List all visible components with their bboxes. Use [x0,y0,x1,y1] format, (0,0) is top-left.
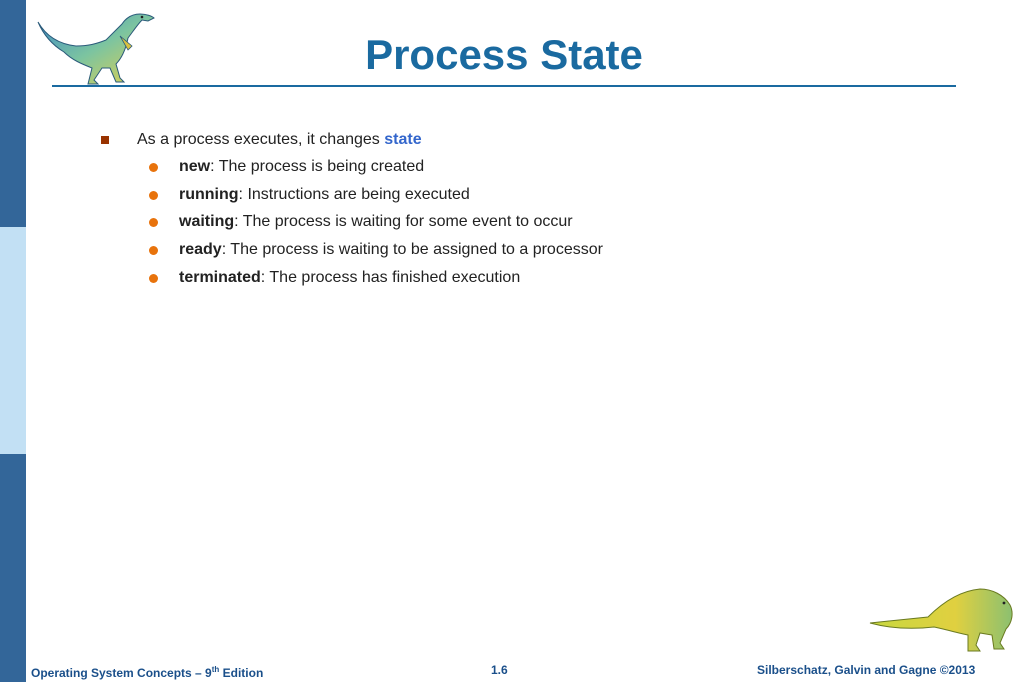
square-bullet-icon [101,136,109,144]
slide-title: Process State [365,31,643,78]
footer-edition-suffix: Edition [219,666,264,680]
state-item-ready [179,240,603,260]
state-item-new [179,157,424,177]
state-term: running [179,186,239,203]
state-term: new [179,158,211,175]
footer-page-number: 1.6 [491,663,508,677]
state-term: terminated [179,269,261,286]
state-description: : Instructions are being executed [238,186,470,203]
state-item-waiting [179,212,573,232]
state-description: : The process has finished execution [260,269,521,286]
state-description: : The process is waiting for some event to occur [234,213,573,230]
bullet-text: As a process executes, it changes [137,131,385,148]
state-item-running [179,185,470,205]
footer-edition-sup: th [211,665,220,674]
footer-copyright: Silberschatz, Galvin and Gagne ©2013 [757,663,976,677]
bullet-process-states [137,130,422,150]
state-term: waiting [179,213,235,230]
state-item-terminated [179,268,520,288]
circle-bullet-icon [149,246,158,255]
state-term: ready [179,241,222,258]
state-description: : The process is waiting to be assigned to a processor [221,241,603,258]
circle-bullet-icon [149,191,158,200]
footer-book-text: Operating System Concepts – 9 [31,666,212,680]
footer-book-title [31,662,263,681]
circle-bullet-icon [149,163,158,172]
circle-bullet-icon [149,274,158,283]
highlight-term: state [384,131,422,148]
state-description: : The process is being created [210,158,425,175]
circle-bullet-icon [149,218,158,227]
